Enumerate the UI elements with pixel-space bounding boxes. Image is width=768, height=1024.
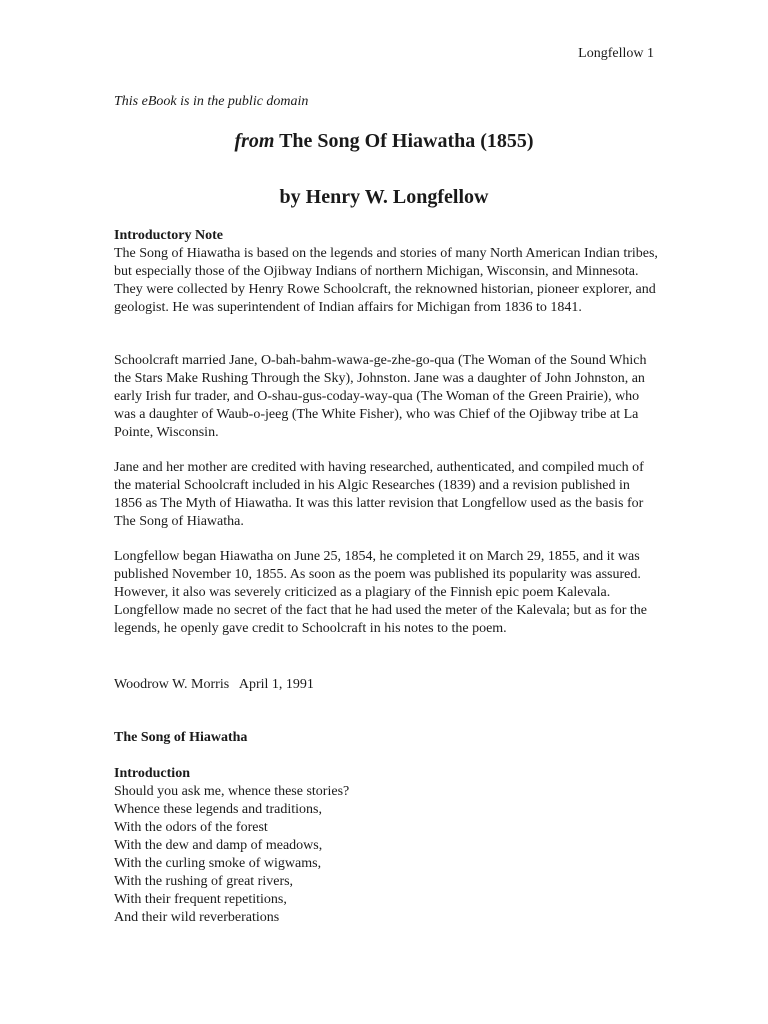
paragraph: Schoolcraft married Jane, O-bah-bahm-wawa-ge-zhe-go-qua (The Woman of the Sound Which the Stars Make Rushing Through the Sky), Johnston. Jane was a daughter of John Johnston, an early Irish fur trader, and O-shau-gus-coday-way-qua (The Woman of the Green Prairie), who was a daughter of Waub-o-jeeg (The White Fisher), who was Chief of the Ojibway tribe at La Pointe, Wisconsin. xyxy=(114,353,647,440)
public-domain-notice: This eBook is in the public domain xyxy=(114,94,309,109)
poem-title: The Song of Hiawatha xyxy=(114,730,248,745)
paragraph-block xyxy=(114,548,659,638)
poem-line: Whence these legends and traditions, xyxy=(114,802,322,817)
running-header: Longfellow 1 xyxy=(578,46,654,61)
poem-line: With their frequent repetitions, xyxy=(114,892,287,907)
paragraph-block xyxy=(114,459,659,531)
section-heading: Introductory Note xyxy=(114,228,224,243)
poem-line: With the odors of the forest xyxy=(114,820,268,835)
title-prefix: from xyxy=(234,130,275,152)
poem-section-heading: Introduction xyxy=(114,766,190,781)
paragraph-block xyxy=(114,352,659,442)
paragraph: Jane and her mother are credited with having researched, authenticated, and compiled much of the material Schoolcraft included in his Algic Researches (1839) and a revision published in 1856 as The Myth of Hiawatha. It was this latter revision that Longfellow used as the basis for The Song of Hiawatha. xyxy=(114,460,644,529)
paragraph: Longfellow began Hiawatha on June 25, 1854, he completed it on March 29, 1855, and it was published November 10, 1855. As soon as the poem was published its popularity was assured. However, it also was severely criticized as a plagiary of the Finnish epic poem Kalevala. Longfellow made no secret of the fact that he had used the meter of the Kalevala; but as for the legends, he openly gave credit to Schoolcraft in his notes to the poem. xyxy=(114,549,647,636)
poem-line: And their wild reverberations xyxy=(114,910,280,925)
signature: Woodrow W. Morris April 1, 1991 xyxy=(114,677,314,692)
poem-line: With the curling smoke of wigwams, xyxy=(114,856,322,871)
paragraph: The Song of Hiawatha is based on the legends and stories of many North American Indian tribes, but especially those of the Ojibway Indians of northern Michigan, Wisconsin, and Minnesota. They were collected by Henry Rowe Schoolcraft, the reknowned historian, pioneer explorer, and geologist. He was superintendent of Indian affairs for Michigan from 1836 to 1841. xyxy=(114,246,658,315)
document-title xyxy=(0,130,768,153)
poem xyxy=(114,765,659,927)
poem-line: With the rushing of great rivers, xyxy=(114,874,294,889)
title-main: The Song Of Hiawatha (1855) xyxy=(279,130,534,152)
author-byline: by Henry W. Longfellow xyxy=(279,186,489,208)
poem-line: Should you ask me, whence these stories? xyxy=(114,784,350,799)
introductory-note xyxy=(114,227,659,317)
poem-line: With the dew and damp of meadows, xyxy=(114,838,323,853)
